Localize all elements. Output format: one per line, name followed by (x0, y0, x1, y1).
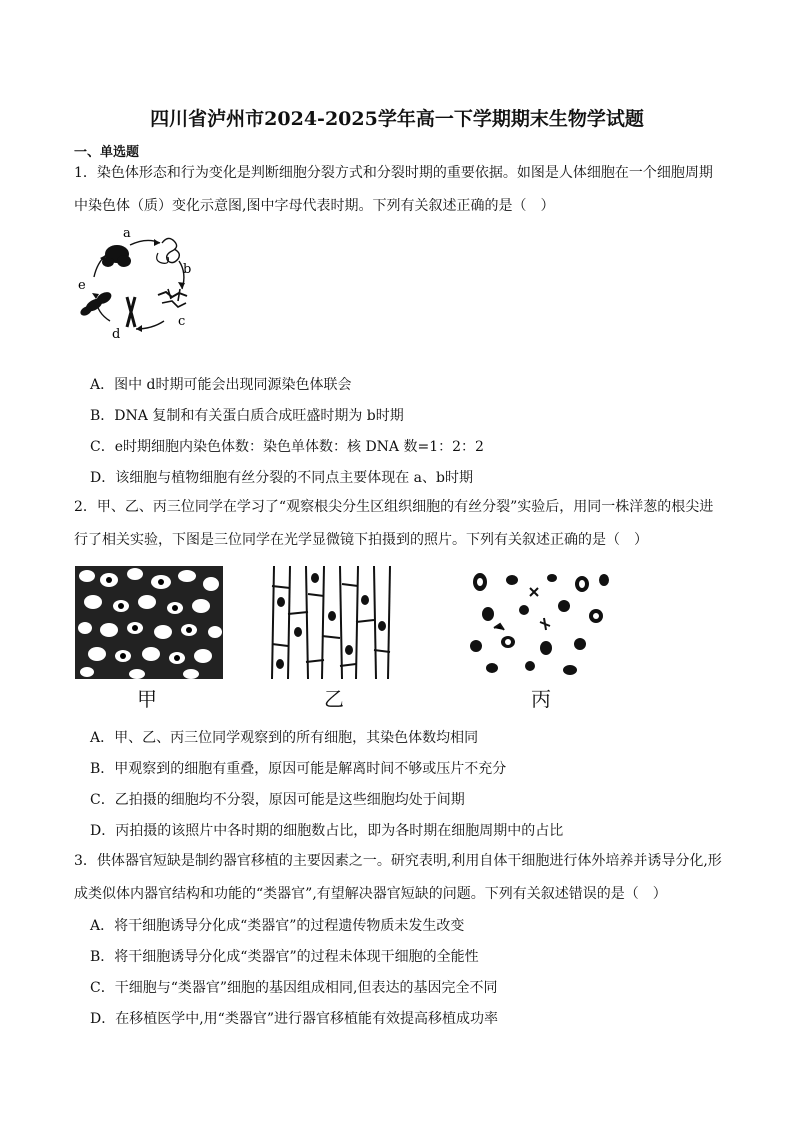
q3-option-b: B．将干细胞诱导分化成“类器官”的过程未体现干细胞的全能性 (90, 949, 479, 965)
q2-option-d: D．丙拍摄的该照片中各时期的细胞数占比，即为各时期在细胞周期中的占比 (90, 823, 564, 839)
page-title: 四川省泸州市2024-2025学年高一下学期期末生物学试题 (150, 108, 644, 130)
micrograph-label-yi: 乙 (324, 687, 344, 711)
q1-option-c: C．e时期细胞内染色体数：染色单体数：核 DNA 数=1：2：2 (90, 439, 484, 455)
stage-letter-c: c (178, 314, 186, 329)
cell-cycle-diagram (72, 225, 212, 350)
micrograph-jia (75, 566, 223, 679)
stage-letter-a: a (123, 226, 131, 241)
micrograph-bing (464, 566, 612, 679)
section-heading: 一、单选题 (74, 145, 140, 160)
stage-letter-b: b (183, 262, 192, 277)
q1-option-d: D．该细胞与植物细胞有丝分裂的不同点主要体现在 a、b时期 (90, 470, 473, 486)
q2-option-a: A．甲、乙、丙三位同学观察到的所有细胞，其染色体数均相同 (90, 730, 479, 746)
q1-option-a: A．图中 d时期可能会出现同源染色体联会 (90, 377, 352, 393)
q3-option-c: C．干细胞与“类器官”细胞的基因组成相同,但表达的基因完全不同 (90, 980, 498, 996)
question-2-stem: 2．甲、乙、丙三位同学在学习了“观察根尖分生区组织细胞的有丝分裂”实验后，用同一株洋葱的根尖进行了相关实验，下图是三位同学在光学显微镜下拍摄到的照片。下列有关叙述正确的是（ ） (74, 499, 714, 548)
question-1-stem: 1．染色体形态和行为变化是判断细胞分裂方式和分裂时期的重要依据。如图是人体细胞在一个细胞周期中染色体（质）变化示意图,图中字母代表时期。下列有关叙述正确的是（ ） (74, 165, 713, 214)
q2-option-b: B．甲观察到的细胞有重叠，原因可能是解离时间不够或压片不充分 (90, 761, 507, 777)
q1-option-b: B．DNA 复制和有关蛋白质合成旺盛时期为 b时期 (90, 408, 404, 424)
q3-option-a: A．将干细胞诱导分化成“类器官”的过程遗传物质未发生改变 (90, 918, 465, 934)
q3-option-d: D．在移植医学中,用“类器官”进行器官移植能有效提高移植成功率 (90, 1011, 498, 1027)
stage-letter-d: d (112, 327, 121, 342)
stage-letter-e: e (78, 278, 86, 293)
micrograph-yi (268, 566, 393, 679)
q2-option-c: C．乙拍摄的细胞均不分裂，原因可能是这些细胞均处于间期 (90, 792, 465, 808)
micrograph-label-jia: 甲 (137, 687, 157, 711)
question-3-stem: 3．供体器官短缺是制约器官移植的主要因素之一。研究表明,利用自体干细胞进行体外培养并诱导分化,形成类似体内器官结构和功能的“类器官”,有望解决器官短缺的问题。下列有关叙述错误的是（ ） (74, 853, 722, 902)
micrograph-label-bing: 丙 (531, 687, 551, 711)
